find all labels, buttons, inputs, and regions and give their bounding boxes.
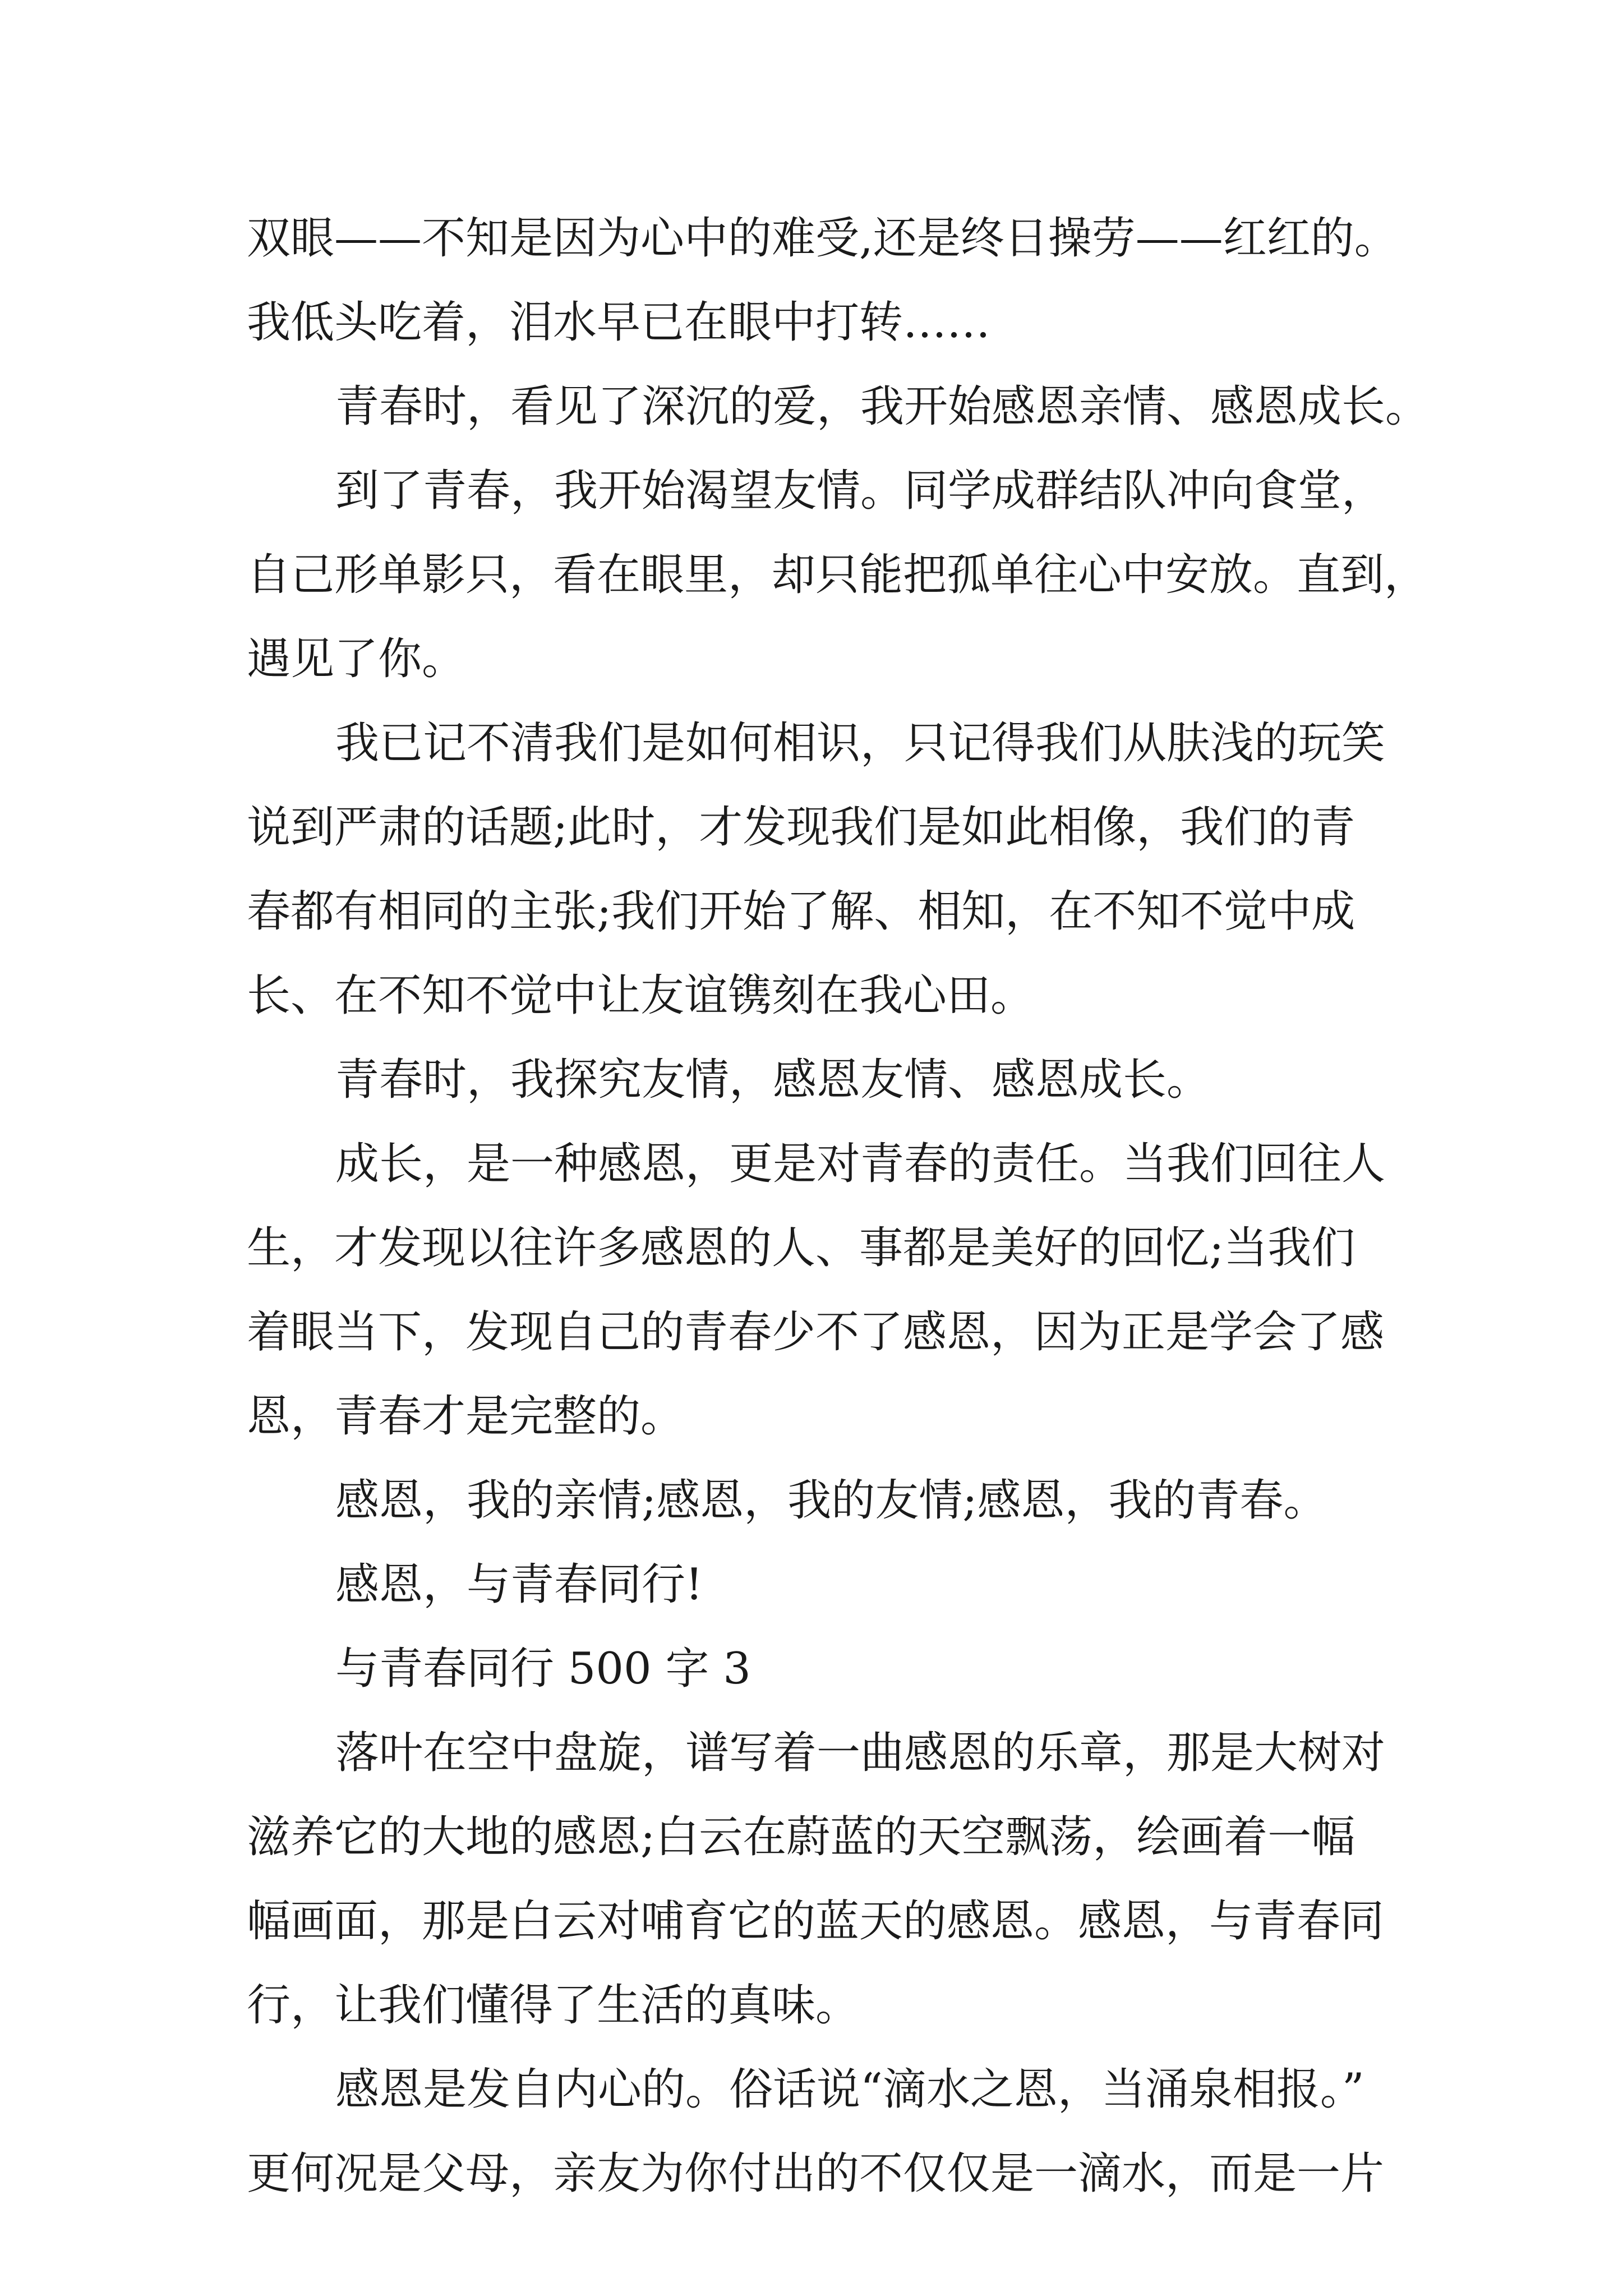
text-line: 长、在不知不觉中让友谊镌刻在我心田。 <box>247 970 1035 1021</box>
text-line: 青春时，看见了深沉的爱，我开始感恩亲情、感恩成长。 <box>335 381 1430 432</box>
text-line: 自己形单影只，看在眼里，却只能把孤单往心中安放。直到， <box>247 550 1428 600</box>
text-line: 说到严肃的话题;此时，才发现我们是如此相像，我们的青 <box>247 802 1355 853</box>
text-line: 行，让我们懂得了生活的真味。 <box>247 1980 860 2031</box>
text-line: 成长，是一种感恩，更是对青春的责任。当我们回往人 <box>335 1139 1386 1189</box>
text-line: 与青春同行 500 字 3 <box>335 1644 751 1694</box>
text-line: 我低头吃着，泪水早已在眼中打转…… <box>247 297 991 348</box>
text-line: 青春时，我探究友情，感恩友情、感恩成长。 <box>335 1055 1211 1105</box>
text-line: 恩，青春才是完整的。 <box>247 1391 685 1442</box>
text-line: 感恩是发自内心的。俗话说“滴水之恩，当涌泉相报。” <box>335 2064 1364 2115</box>
text-line: 遇见了你。 <box>247 634 466 684</box>
text-line: 生，才发现以往许多感恩的人、事都是美好的回忆;当我们 <box>247 1223 1355 1273</box>
text-line: 我已记不清我们是如何相识，只记得我们从肤浅的玩笑 <box>335 718 1386 769</box>
text-line: 春都有相同的主张;我们开始了解、相知，在不知不觉中成 <box>247 886 1355 937</box>
document-body <box>247 196 1436 2216</box>
text-line: 幅画面，那是白云对哺育它的蓝天的感恩。感恩，与青春同 <box>247 1896 1385 1947</box>
text-line: 滋养它的大地的感恩;白云在蔚蓝的天空飘荡，绘画着一幅 <box>247 1812 1355 1862</box>
text-line: 双眼——不知是因为心中的难受,还是终日操劳——红红的。 <box>247 213 1398 264</box>
text-line: 感恩，与青春同行! <box>335 1559 703 1610</box>
text-line: 落叶在空中盘旋，谱写着一曲感恩的乐章，那是大树对 <box>335 1728 1386 1778</box>
text-line: 更何况是父母，亲友为你付出的不仅仅是一滴水，而是一片 <box>247 2148 1385 2199</box>
text-line: 着眼当下，发现自己的青春少不了感恩，因为正是学会了感 <box>247 1307 1385 1358</box>
text-line: 感恩，我的亲情;感恩，我的友情;感恩，我的青春。 <box>335 1475 1327 1526</box>
text-line: 到了青春，我开始渴望友情。同学成群结队冲向食堂， <box>335 466 1386 516</box>
